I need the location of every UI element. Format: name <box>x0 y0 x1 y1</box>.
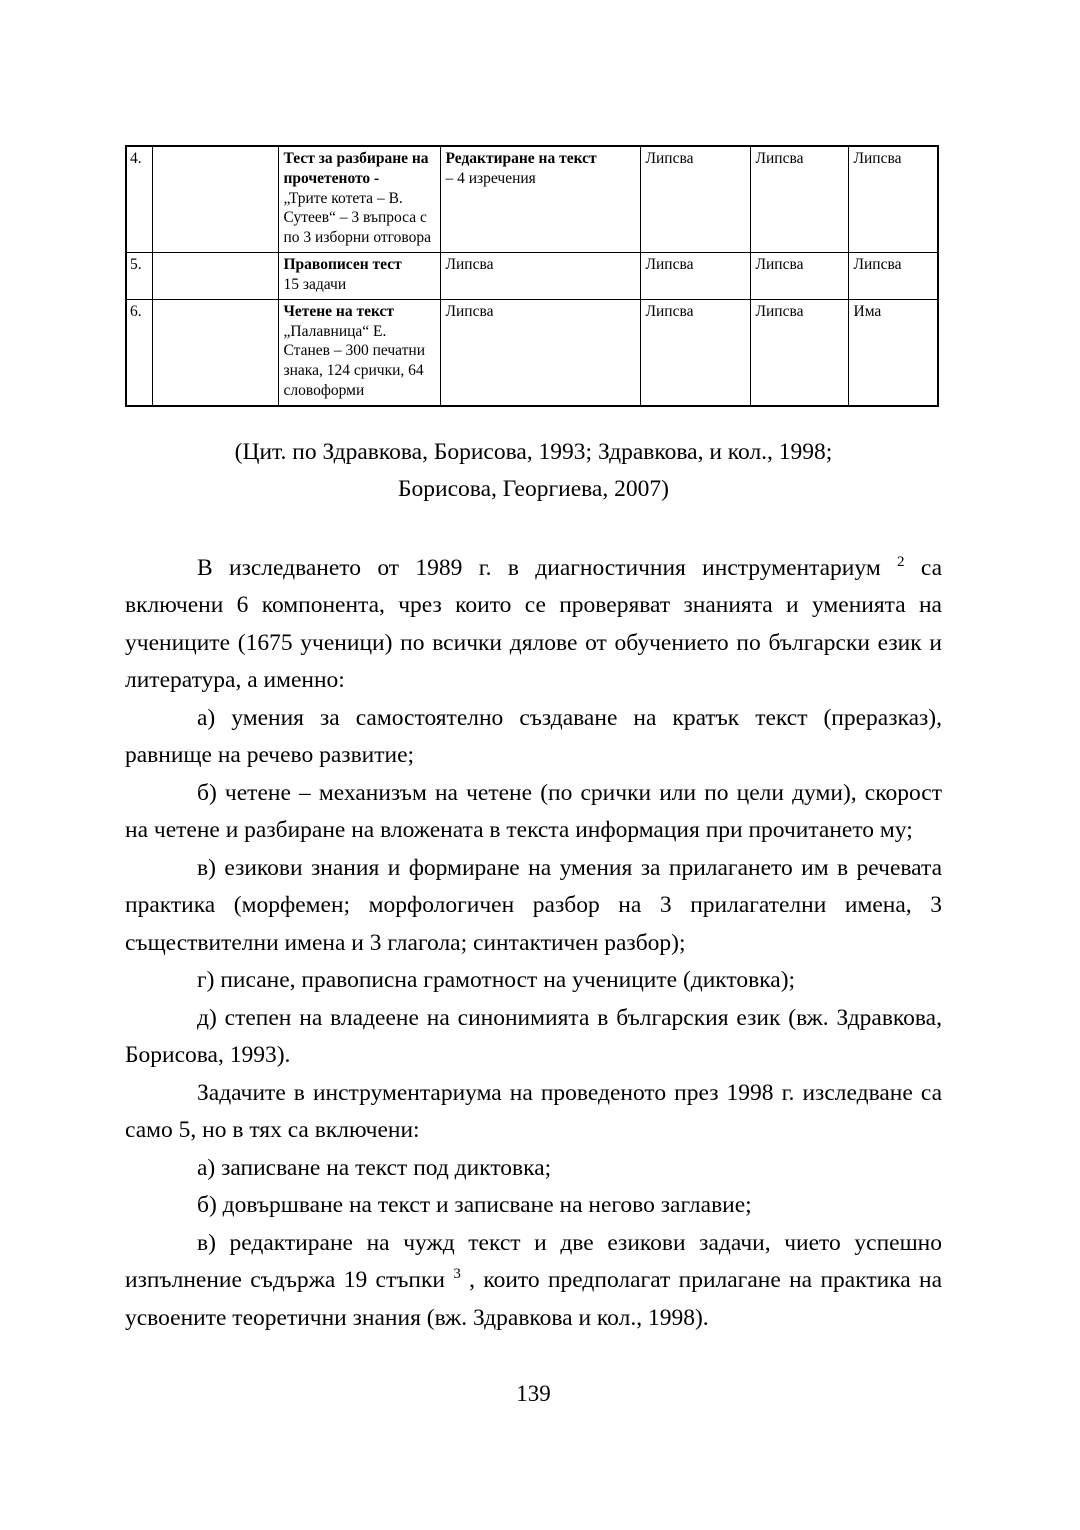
task-title: Редактиране на текст <box>445 150 597 167</box>
row-number-cell: 6. <box>126 299 152 406</box>
footnote-ref-2: 2 <box>897 554 905 571</box>
list-item-v1: в) езикови знания и формиране на умения за прилагането им в речевата практика (морфемен; морфологичен разбор на 3 прилагателни имена, 3 съществителни имена и 3 глагола; синтактичен разбор); <box>125 854 942 956</box>
editing-task-cell <box>440 146 640 253</box>
paragraph-text: са включени 6 компонента, чрез които се проверяват знанията и уменията на учениците (1675 ученици) по всички дялове от обучението по български език и литература, а именно: <box>125 554 942 694</box>
list-item-v2 <box>125 1225 942 1338</box>
test-detail: „Палавница“ Е. Станев – 300 печатни знака, 124 срички, 64 словоформи <box>283 322 426 400</box>
table-row-4 <box>126 146 938 253</box>
status-cell: Липсва <box>750 146 848 253</box>
table-row-5 <box>126 253 938 300</box>
list-item-b1: б) четене – механизъм на четене (по срички или по цели думи), скорост на четене и разбиране на вложената в текста информация при прочитането му; <box>125 779 942 844</box>
footnote-ref-3: 3 <box>453 1266 461 1283</box>
status-cell: Липсва <box>640 299 750 406</box>
citation-block <box>125 434 942 508</box>
paragraph-text: В изследването от 1989 г. в диагностичния инструментариум <box>197 554 898 581</box>
paragraph-intro-1989 <box>125 550 942 700</box>
body-text <box>125 550 942 1338</box>
table-row-6 <box>126 299 938 406</box>
test-description-cell <box>278 253 440 300</box>
status-cell: Липсва <box>750 299 848 406</box>
test-title: Четене на текст <box>283 302 395 320</box>
status-cell <box>440 253 640 300</box>
row-number-cell: 5. <box>126 253 152 300</box>
paragraph-1998: Задачите в инструментариума на проведеното през 1998 г. изследване са само 5, но в тях са включени: <box>125 1079 942 1144</box>
empty-cell <box>152 146 278 253</box>
status-cell: Има <box>848 299 938 406</box>
status-cell <box>440 299 640 406</box>
list-item-a1: а) умения за самостоятелно създаване на кратък текст (преразказ), равнище на речево развитие; <box>125 704 942 769</box>
empty-cell <box>152 299 278 406</box>
citation-line-2: Борисова, Георгиева, 2007) <box>398 475 669 502</box>
test-detail: 15 задачи <box>283 275 347 293</box>
status-text: Липсва <box>445 256 494 274</box>
test-description-cell <box>278 146 440 253</box>
citation-line-1: (Цит. по Здравкова, Борисова, 1993; Здравкова, и кол., 1998; <box>234 438 833 465</box>
list-item-d1: д) степен на владеене на синонимията в българския език (вж. Здравкова, Борисова, 1993). <box>125 1004 942 1069</box>
status-cell: Липсва <box>750 253 848 300</box>
empty-cell <box>152 253 278 300</box>
test-title: Правописен тест <box>283 256 402 274</box>
task-detail: – 4 изречения <box>445 169 536 187</box>
test-title: Тест за разбиране на прочетеното - <box>283 150 429 187</box>
row-number-cell: 4. <box>126 146 152 253</box>
status-cell: Липсва <box>848 253 938 300</box>
list-item-a2: а) записване на текст под диктовка; <box>197 1154 552 1181</box>
assessment-table <box>125 145 939 407</box>
status-text: Липсва <box>445 302 494 320</box>
test-detail: „Трите котета – В. Сутеев“ – 3 въпроса с по 3 изборни отговора <box>283 189 431 247</box>
paragraph-text: в) редактиране на чужд текст и две езикови задачи, чието успешно изпълнение съдържа 19 стъпки <box>125 1229 942 1294</box>
list-item-b2: б) довършване на текст и записване на негово заглавие; <box>197 1192 752 1219</box>
test-description-cell <box>278 299 440 406</box>
status-cell: Липсва <box>848 146 938 253</box>
list-item-g1: г) писане, правописна грамотност на учениците (диктовка); <box>197 967 796 994</box>
status-cell: Липсва <box>640 146 750 253</box>
page-number: 139 <box>516 1381 551 1407</box>
paragraph-text: , които предполагат прилагане на практика на усвоените теоретични знания (вж. Здравкова и кол., 1998). <box>125 1267 943 1331</box>
status-cell: Липсва <box>640 253 750 300</box>
